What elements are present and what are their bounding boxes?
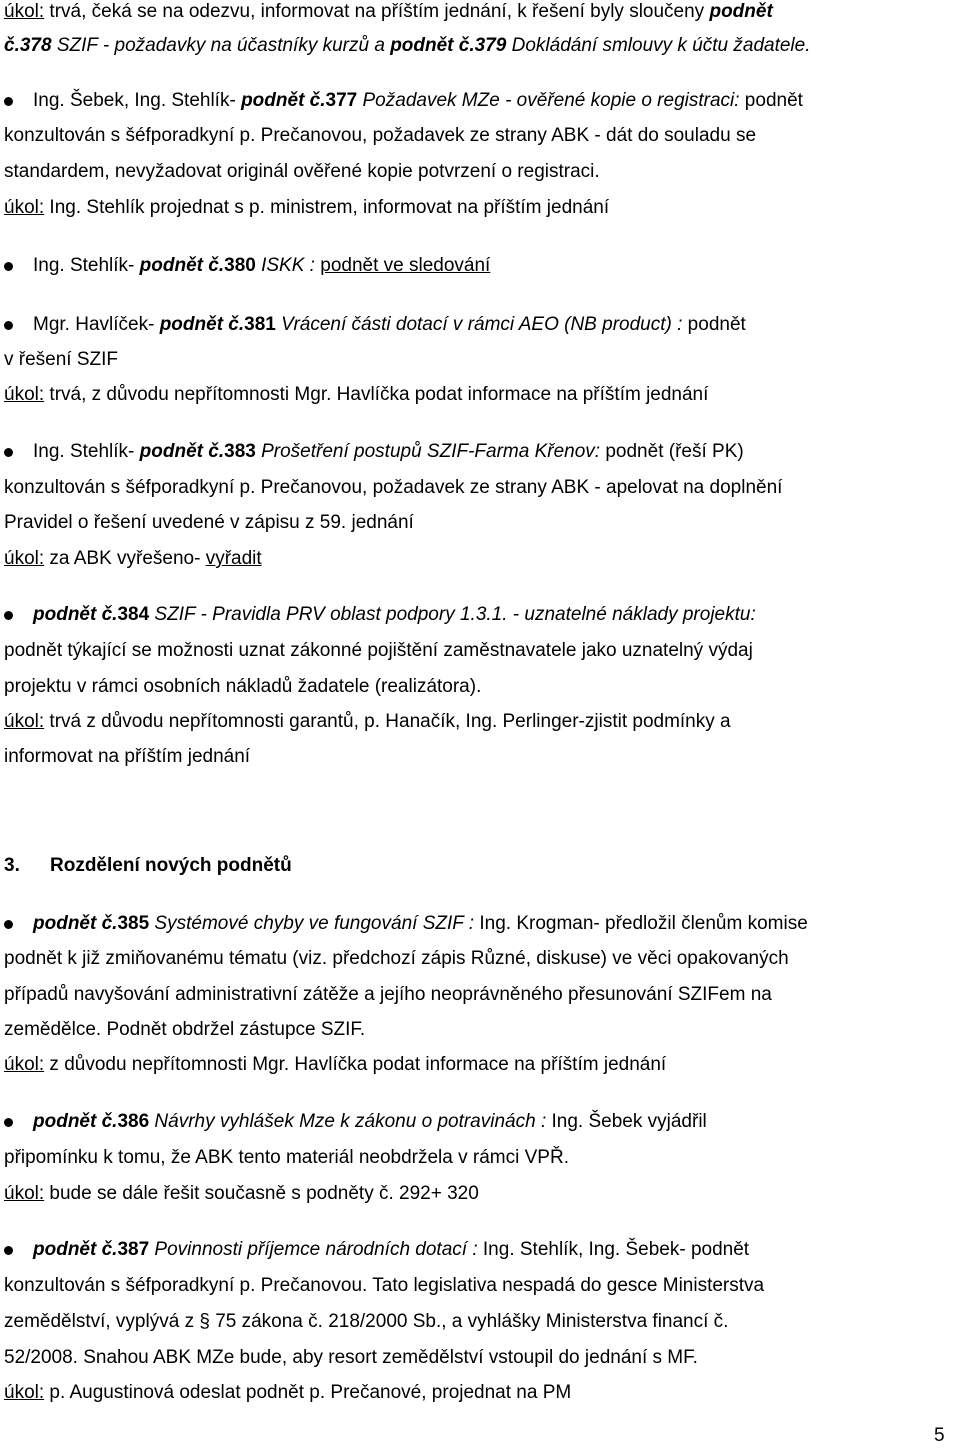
bullet-icon [4,262,13,271]
item-line: Mgr. Havlíček- podnět č.381 Vrácení části dotací v rámci AEO (NB product) : podnět [33,314,746,335]
task-line: úkol: trvá z důvodu nepřítomnosti garantů, p. Hanačík, Ing. Perlinger-zjistit podmínky a [4,711,731,732]
task-line: úkol: z důvodu nepřítomnosti Mgr. Havlíčka podat informace na příštím jednání [4,1054,667,1075]
bullet-icon [4,1246,13,1255]
task-label: úkol: [4,1183,45,1204]
item-line: Ing. Šebek, Ing. Stehlík- podnět č.377 Požadavek MZe - ověřené kopie o registraci: podnět [33,90,803,111]
text-line: konzultován s šéfporadkyní p. Prečanovou, požadavek ze strany ABK - apelovat na doplnění [4,477,783,498]
text-line: projektu v rámci osobních nákladů žadatele (realizátora). [4,676,482,697]
item-line: podnět č.384 SZIF - Pravidla PRV oblast podpory 1.3.1. - uznatelné náklady projektu: [33,604,756,625]
bullet-icon [4,448,13,457]
text-line: konzultován s šéfporadkyní p. Prečanovou. Tato legislativa nespadá do gesce Ministerstva [4,1275,765,1296]
text-line: Pravidel o řešení uvedené v zápisu z 59. jednání [4,512,414,533]
item-line: podnět č.387 Povinnosti příjemce národních dotací : Ing. Stehlík, Ing. Šebek- podnět [33,1239,750,1260]
task-label: úkol: [4,197,45,218]
text-line: připomínku k tomu, že ABK tento materiál neobdržela v rámci VPŘ. [4,1147,569,1168]
text-line: standardem, nevyžadovat originál ověřené kopie potvrzení o registraci. [4,161,600,182]
section-title: Rozdělení nových podnětů [50,855,292,876]
task-line: úkol: za ABK vyřešeno- vyřadit [4,548,262,569]
item-line: Ing. Stehlík- podnět č.380 ISKK : podnět ve sledování [33,255,491,276]
item-line: Ing. Stehlík- podnět č.383 Prošetření postupů SZIF-Farma Křenov: podnět (řeší PK) [33,441,744,462]
task-line: úkol: p. Augustinová odeslat podnět p. Prečanové, projednat na PM [4,1382,572,1403]
task-line: úkol: trvá, z důvodu nepřítomnosti Mgr. Havlíčka podat informace na příštím jednání [4,384,709,405]
task-label: úkol: [4,384,45,405]
text-line: č.378 SZIF - požadavky na účastníky kurzů a podnět č.379 Dokládání smlouvy k účtu žadatele. [4,35,811,56]
bullet-icon [4,1118,13,1127]
text-line: v řešení SZIF [4,349,119,370]
section-number: 3. [4,855,20,876]
bullet-icon [4,97,13,106]
text-line: informovat na příštím jednání [4,746,251,767]
task-label: úkol: [4,1054,45,1075]
text-line: 52/2008. Snahou ABK MZe bude, aby resort zemědělství vstoupil do jednání s MF. [4,1347,698,1368]
text-line: podnět k již zmiňovanému tématu (viz. předchozí zápis Různé, diskuse) ve věci opakovaných [4,948,789,969]
task-label: úkol: [4,548,45,569]
text-line: případů navyšování administrativní zátěže a jejího neoprávněného přesunování SZIFem na [4,984,772,1005]
bullet-icon [4,321,13,330]
item-line: podnět č.385 Systémové chyby ve fungování SZIF : Ing. Krogman- předložil členům komise [33,913,808,934]
page-number: 5 [934,1425,945,1446]
text-line: podnět týkající se možnosti uznat zákonné pojištění zaměstnavatele jako uznatelný výdaj [4,640,753,661]
bullet-icon [4,611,13,620]
bullet-icon [4,920,13,929]
task-line: úkol: bude se dále řešit současně s podněty č. 292+ 320 [4,1183,479,1204]
task-line: úkol: Ing. Stehlík projednat s p. ministrem, informovat na příštím jednání [4,197,610,218]
task-line: úkol: trvá, čeká se na odezvu, informovat na příštím jednání, k řešení byly sloučeny podnět [4,1,773,22]
text-line: zemědělce. Podnět obdržel zástupce SZIF. [4,1019,366,1040]
task-label: úkol: [4,711,45,732]
text-line: konzultován s šéfporadkyní p. Prečanovou, požadavek ze strany ABK - dát do souladu se [4,125,757,146]
section-heading [4,854,292,878]
task-label: úkol: [4,1,45,22]
item-line: podnět č.386 Návrhy vyhlášek Mze k zákonu o potravinách : Ing. Šebek vyjádřil [33,1111,707,1132]
task-label: úkol: [4,1382,45,1403]
text-line: zemědělství, vyplývá z § 75 zákona č. 218/2000 Sb., a vyhlášky Ministerstva financí č. [4,1311,729,1332]
